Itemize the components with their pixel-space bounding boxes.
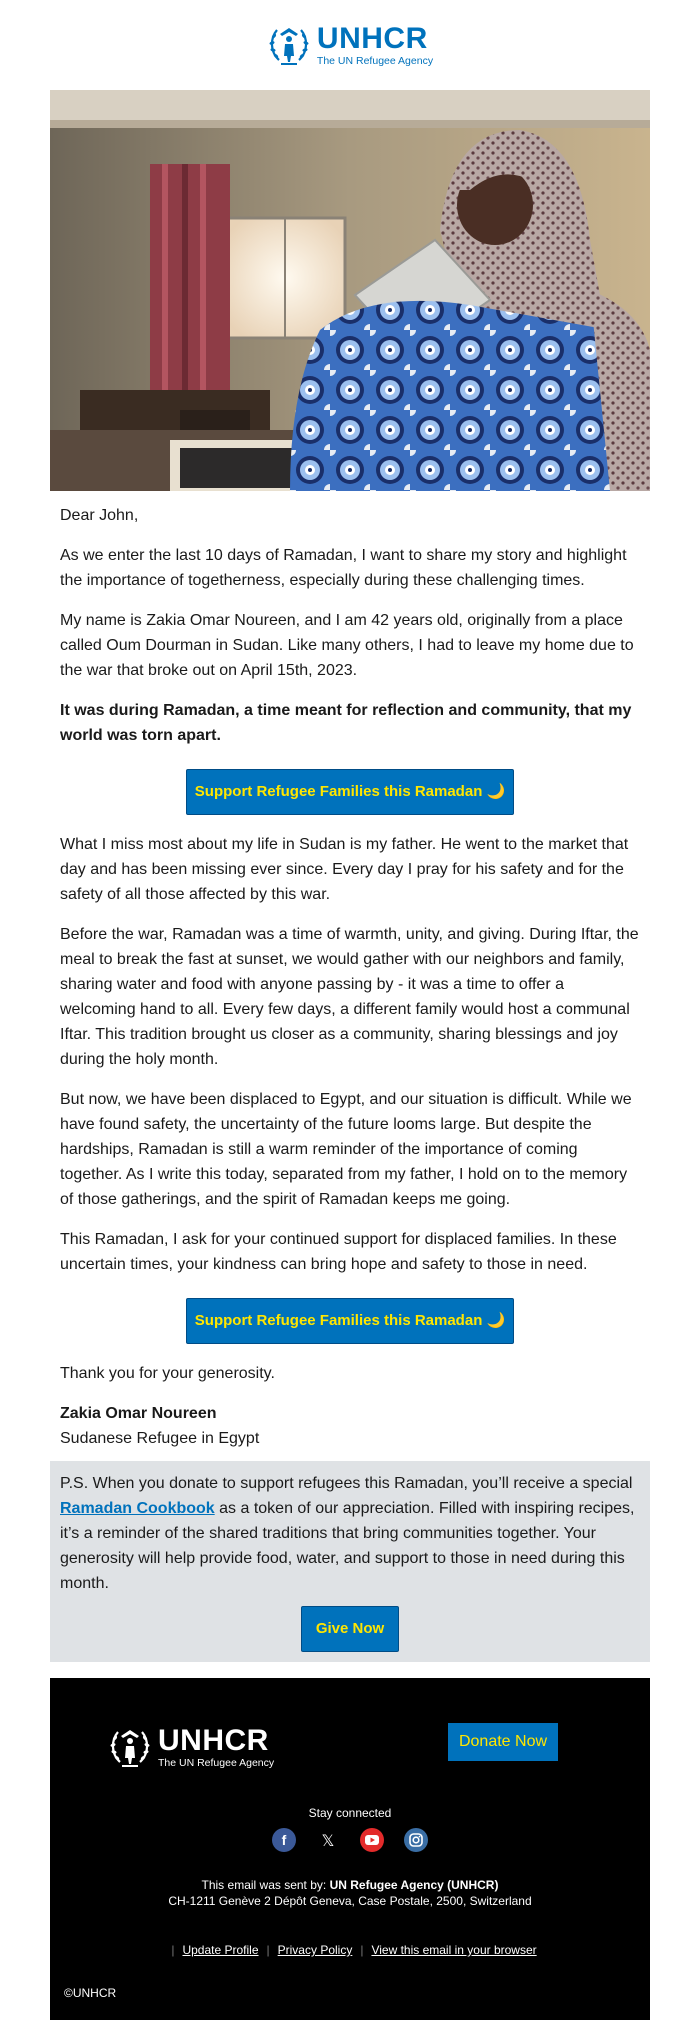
ramadan-cookbook-link[interactable]: Ramadan Cookbook <box>60 1500 215 1517</box>
thanks-line: Thank you for your generosity. <box>60 1365 275 1382</box>
email-footer <box>50 1678 650 2020</box>
sent-by-line: This email was sent by: UN Refugee Agency (UNHCR) <box>201 1878 499 1892</box>
ps-section <box>50 1461 650 1662</box>
hero-illustration <box>50 90 650 491</box>
paragraph-ask: This Ramadan, I ask for your continued support for displaced families. In these uncertain times, your kindness can bring hope and safety to those in need. <box>60 1231 617 1273</box>
ps-text: P.S. When you donate to support refugees this Ramadan, you’ll receive a special Ramadan Cookbook as a token of our appreciation. Filled with inspiring recipes, it’s a reminder of the shared traditions that bring communities together. Your generosity will help provide food, water, and support to those in need during this month. <box>60 1475 635 1592</box>
youtube-icon[interactable] <box>360 1828 384 1852</box>
update-profile-link[interactable]: Update Profile <box>182 1943 259 1957</box>
laurel-person-icon <box>267 22 311 68</box>
paragraph-before-war: Before the war, Ramadan was a time of warmth, unity, and giving. During Iftar, the meal to break the fast at sunset, we would gather with our neighbors and family, sharing water and food with anyone passing by - it was a time to offer a welcoming hand to all. Every few days, a different family would host a communal Iftar. This tradition brought us closer as a community, sharing blessings and joy during the holy month. <box>60 926 639 1068</box>
logo-wordmark: UNHCR <box>316 21 428 55</box>
signature-name: Zakia Omar Noureen <box>60 1405 217 1422</box>
greeting: Dear John, <box>60 507 139 524</box>
privacy-policy-link[interactable]: Privacy Policy <box>277 1943 353 1957</box>
support-ramadan-button[interactable]: Support Refugee Families this Ramadan 🌙 <box>186 769 514 815</box>
footer-logo-tagline: The UN Refugee Agency <box>158 1756 275 1769</box>
logo-tagline: The UN Refugee Agency <box>316 54 434 67</box>
address-line: CH-1211 Genève 2 Dépôt Geneva, Case Postale, 2500, Switzerland <box>168 1894 532 1908</box>
footer-logo-wordmark: UNHCR <box>158 1723 269 1757</box>
give-now-button[interactable]: Give Now <box>301 1606 399 1652</box>
paragraph-emphasis: It was during Ramadan, a time meant for reflection and community, that my world was torn apart. <box>60 702 632 744</box>
unhcr-logo[interactable] <box>267 22 433 68</box>
donate-now-button[interactable]: Donate Now <box>448 1723 558 1761</box>
x-icon[interactable]: 𝕏 <box>316 1828 340 1852</box>
instagram-icon[interactable] <box>404 1828 428 1852</box>
footer-unhcr-logo[interactable] <box>108 1724 274 1770</box>
email-header <box>0 0 700 90</box>
footer-links: | Update Profile | Privacy Policy | View this email in your browser <box>171 1943 537 1957</box>
support-ramadan-button-2[interactable]: Support Refugee Families this Ramadan 🌙 <box>186 1298 514 1344</box>
paragraph-father: What I miss most about my life in Sudan is my father. He went to the market that day and has been missing ever since. Every day I pray for his safety and for the safety of all those affected by this war. <box>60 836 629 903</box>
paragraph-about: My name is Zakia Omar Noureen, and I am 42 years old, originally from a place called Oum Dourman in Sudan. Like many others, I had to leave my home due to the war that broke out on April 15th, 2023. <box>60 612 634 679</box>
letter-body <box>50 491 650 1662</box>
paragraph-displaced: But now, we have been displaced to Egypt, and our situation is difficult. While we have found safety, the uncertainty of the future looms large. But despite the hardships, Ramadan is still a warm reminder of the importance of coming together. As I write this today, separated from my father, I hold on to the memory of those gatherings, and the spirit of Ramadan keeps me going. <box>60 1091 632 1208</box>
signature-title: Sudanese Refugee in Egypt <box>60 1430 260 1447</box>
hero-photo <box>50 90 650 491</box>
stay-connected-label: Stay connected <box>308 1806 392 1820</box>
paragraph-intro: As we enter the last 10 days of Ramadan, I want to share my story and highlight the importance of togetherness, especially during these challenging times. <box>60 547 627 589</box>
facebook-icon[interactable]: f <box>272 1828 296 1852</box>
social-links <box>50 1828 650 1852</box>
view-in-browser-link[interactable]: View this email in your browser <box>371 1943 537 1957</box>
copyright: ©UNHCR <box>64 1986 117 2000</box>
laurel-person-icon <box>108 1724 152 1770</box>
